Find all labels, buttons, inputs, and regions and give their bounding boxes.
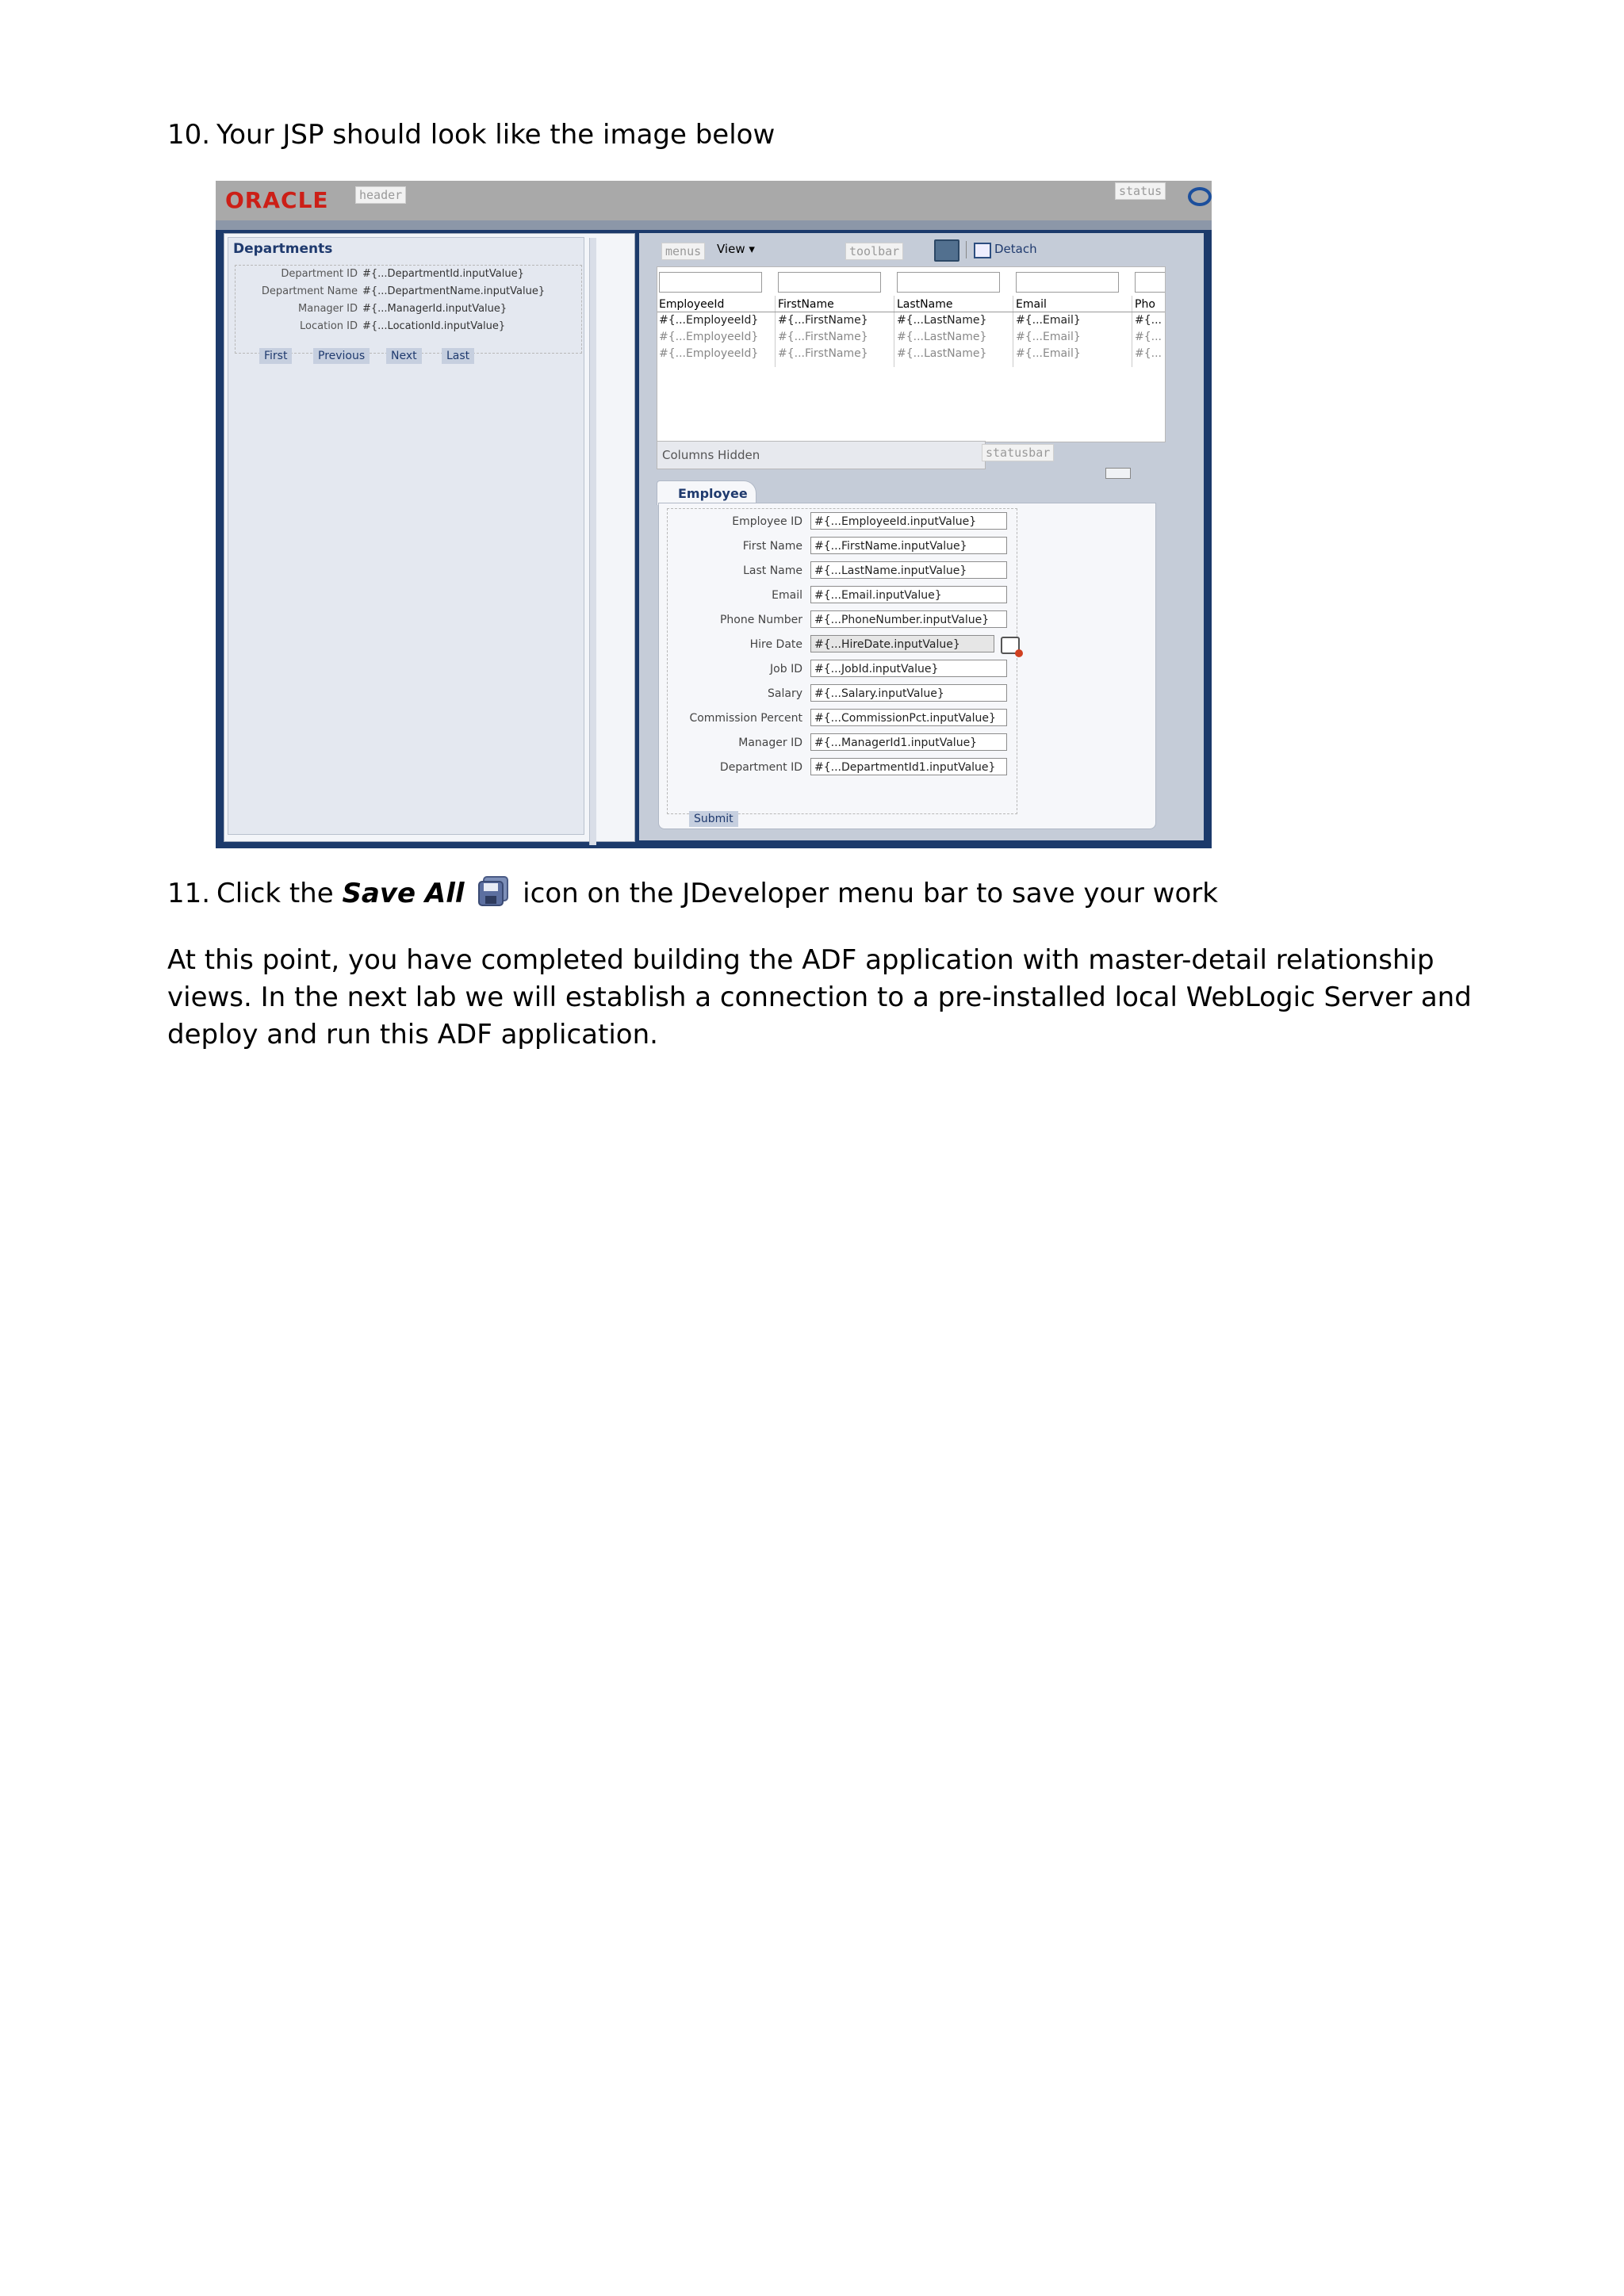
table-cell: #{...Email} [1016, 347, 1081, 360]
field-label: Manager ID [298, 303, 358, 315]
left-panel [224, 233, 635, 842]
field-value[interactable]: #{...DepartmentName.inputValue} [362, 285, 546, 297]
form-row [236, 283, 581, 300]
table-cell: #{...EmployeeId} [659, 314, 759, 327]
previous-button[interactable]: Previous [313, 348, 370, 364]
menu-toolbar [655, 238, 1170, 262]
filter-input[interactable] [1016, 272, 1119, 293]
freeze-icon[interactable] [934, 239, 959, 262]
right-panel [639, 233, 1204, 840]
step-11 [167, 875, 1218, 913]
step-10-number: 10. [167, 119, 211, 151]
commission-percent-input[interactable]: #{...CommissionPct.inputValue} [810, 709, 1007, 726]
email-input[interactable]: #{...Email.inputValue} [810, 586, 1007, 603]
detach-button[interactable]: Detach [994, 242, 1037, 256]
form-row [668, 633, 1017, 656]
column-header[interactable]: Email [1016, 298, 1047, 311]
form-row [668, 609, 1017, 631]
field-label: Salary [768, 687, 802, 700]
form-row [668, 560, 1017, 582]
form-row [668, 511, 1017, 533]
splitter[interactable] [589, 238, 596, 845]
next-button[interactable]: Next [386, 348, 422, 364]
first-button[interactable]: First [259, 348, 292, 364]
status-facet: status [1115, 182, 1166, 200]
menus-facet: menus [661, 243, 705, 260]
table-cell: #{...LastName} [897, 331, 987, 343]
table-cell: #{... [1135, 314, 1162, 327]
hire-date-input[interactable]: #{...HireDate.inputValue} [810, 635, 994, 652]
table-cell: #{...Email} [1016, 331, 1081, 343]
departments-panel [228, 237, 584, 835]
columns-hidden-status: Columns Hidden [657, 441, 986, 469]
last-button[interactable]: Last [442, 348, 474, 364]
table-cell: #{...LastName} [897, 347, 987, 360]
oracle-o-icon [1188, 187, 1212, 206]
filter-input[interactable] [1135, 272, 1166, 293]
field-label: First Name [742, 540, 802, 553]
column-header[interactable]: EmployeeId [659, 298, 725, 311]
submit-button[interactable]: Submit [689, 811, 738, 827]
step-11-number: 11. [167, 878, 211, 909]
conclusion-paragraph: At this point, you have completed building the ADF application with master-detail relationship views. In the next lab we will establish a connection to a pre-installed local WebLogic Server and deploy and run this ADF application. [167, 944, 1472, 1050]
field-label: Job ID [770, 663, 802, 675]
field-label: Last Name [743, 564, 802, 577]
departments-form [235, 265, 582, 362]
column-header[interactable]: FirstName [778, 298, 834, 311]
table-cell: #{... [1135, 347, 1162, 360]
employee-tab[interactable] [657, 480, 756, 505]
save-all-icon [477, 875, 509, 907]
step-10-text: Your JSP should look like the image below [216, 119, 776, 151]
toolbar-separator [966, 241, 967, 258]
field-label: Department ID [281, 268, 358, 280]
view-menu[interactable]: View ▾ [717, 242, 755, 256]
manager-id-input[interactable]: #{...ManagerId1.inputValue} [810, 733, 1007, 751]
field-label: Manager ID [738, 737, 802, 749]
filter-input[interactable] [659, 272, 762, 293]
employee-form [667, 508, 1017, 814]
form-row [668, 707, 1017, 729]
employee-id-input[interactable]: #{...EmployeeId.inputValue} [810, 512, 1007, 530]
jsp-screenshot [216, 181, 1212, 848]
job-id-input[interactable]: #{...JobId.inputValue} [810, 660, 1007, 677]
field-label: Email [772, 589, 802, 602]
field-label: Department ID [719, 761, 802, 774]
field-label: Phone Number [719, 614, 802, 626]
header-facet: header [355, 186, 406, 204]
field-value[interactable]: #{...LocationId.inputValue} [362, 320, 506, 332]
table-cell: #{...LastName} [897, 314, 987, 327]
step-10 [167, 117, 775, 154]
phone-number-input[interactable]: #{...PhoneNumber.inputValue} [810, 610, 1007, 628]
table-cell: #{...EmployeeId} [659, 347, 759, 360]
first-name-input[interactable]: #{...FirstName.inputValue} [810, 537, 1007, 554]
step-11-text-before: Click the [216, 878, 343, 909]
department-id-input[interactable]: #{...DepartmentId1.inputValue} [810, 758, 1007, 775]
filter-input[interactable] [897, 272, 1000, 293]
field-label: Department Name [261, 285, 358, 297]
employee-tab-label: Employee [678, 486, 748, 501]
detach-icon[interactable] [974, 243, 991, 258]
form-row [236, 300, 581, 318]
save-all-label: Save All [342, 878, 465, 909]
field-value[interactable]: #{...ManagerId.inputValue} [362, 303, 508, 315]
toolbar-facet: toolbar [845, 243, 903, 260]
field-label: Hire Date [749, 638, 802, 651]
table-cell: #{...Email} [1016, 314, 1081, 327]
field-label: Employee ID [732, 515, 802, 528]
table-cell: #{...FirstName} [778, 347, 868, 360]
header-strip [216, 220, 1212, 230]
departments-title: Departments [233, 241, 333, 257]
column-divider [775, 296, 776, 367]
form-row [236, 266, 581, 283]
form-row [236, 318, 581, 335]
last-name-input[interactable]: #{...LastName.inputValue} [810, 561, 1007, 579]
form-row [668, 535, 1017, 557]
calendar-icon[interactable] [1001, 637, 1020, 654]
salary-input[interactable]: #{...Salary.inputValue} [810, 684, 1007, 702]
header-bar [216, 181, 1212, 220]
oracle-logo: ORACLE [225, 187, 329, 213]
form-row [668, 658, 1017, 680]
table-cell: #{... [1135, 331, 1162, 343]
field-value[interactable]: #{...DepartmentId.inputValue} [362, 268, 524, 280]
employee-panel [658, 503, 1156, 829]
step-11-text-after: icon on the JDeveloper menu bar to save your work [514, 878, 1218, 909]
form-row [668, 584, 1017, 607]
field-label: Location ID [300, 320, 358, 332]
table-cell: #{...FirstName} [778, 314, 868, 327]
form-row [668, 756, 1017, 779]
collapse-handle[interactable] [1105, 468, 1131, 479]
form-row [668, 732, 1017, 754]
table-cell: #{...FirstName} [778, 331, 868, 343]
statusbar-facet: statusbar [982, 444, 1054, 461]
column-header[interactable]: LastName [897, 298, 953, 311]
field-label: Commission Percent [689, 712, 802, 725]
employees-table [657, 266, 1166, 442]
table-cell: #{...EmployeeId} [659, 331, 759, 343]
filter-input[interactable] [778, 272, 881, 293]
form-row [668, 683, 1017, 705]
column-header[interactable]: Pho [1135, 298, 1155, 311]
